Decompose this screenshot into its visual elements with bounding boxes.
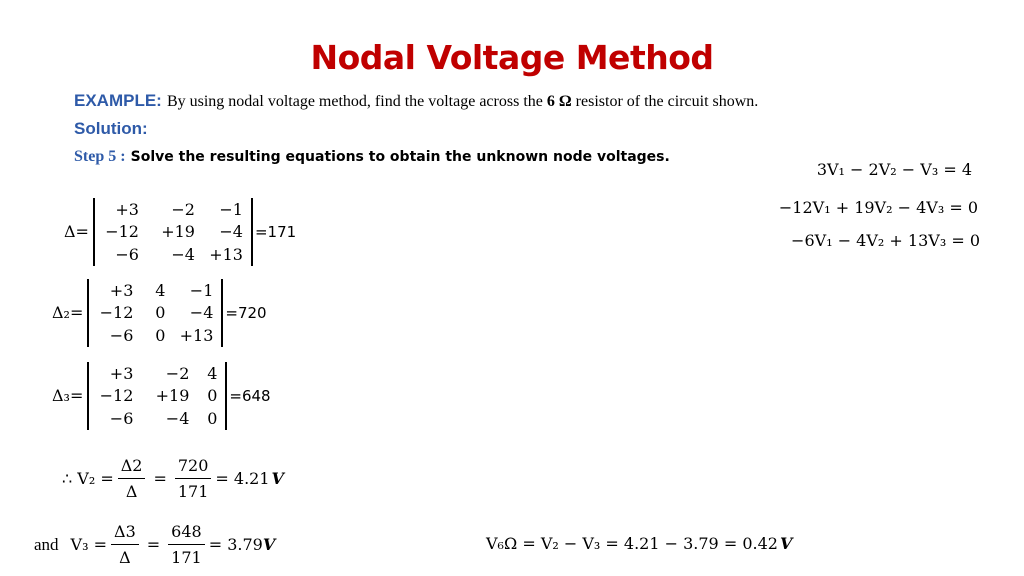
fraction-denominator: Δ — [119, 548, 131, 567]
fraction-denominator: 171 — [171, 548, 202, 567]
determinant-result: =171 — [254, 222, 297, 241]
v3-equation — [34, 522, 275, 567]
page-title: Nodal Voltage Method — [310, 38, 714, 77]
equals-sign: = — [153, 469, 167, 488]
example-label: EXAMPLE: — [74, 91, 162, 110]
matrix-cell: +13 — [179, 325, 214, 345]
matrix-cell: −12 — [99, 303, 134, 323]
fraction-numerator: Δ3 — [111, 522, 139, 545]
equation-1: 3V₁ − 2V₂ − V₃ = 4 — [816, 160, 972, 179]
matrix-cell: 4 — [207, 363, 218, 383]
v3-result: = 3.79 — [208, 535, 263, 554]
matrix-cell: 0 — [207, 408, 218, 428]
fraction-numerator: 720 — [175, 456, 212, 479]
fraction-numerator: Δ2 — [118, 456, 146, 479]
matrix-cell: −12 — [105, 222, 139, 242]
v6ohm-expression: V₆Ω = V₂ − V₃ = 4.21 − 3.79 = 0.42 — [486, 534, 778, 553]
matrix-cell: −4 — [219, 222, 243, 242]
example-resistor: 6 Ω — [546, 93, 572, 110]
matrix-cell: −4 — [189, 303, 214, 323]
matrix-cell: 0 — [155, 325, 166, 345]
fraction — [175, 456, 212, 501]
determinant-delta3 — [52, 362, 271, 430]
solution-label: Solution: — [74, 119, 148, 138]
example-line — [74, 91, 758, 111]
matrix-cell: −4 — [171, 244, 195, 264]
determinant-result: =720 — [225, 303, 267, 322]
matrix-cell: −4 — [165, 408, 190, 428]
determinant-label: Δ₂= — [52, 303, 84, 323]
matrix-cell: 0 — [207, 386, 218, 406]
matrix-cell: −12 — [99, 386, 134, 406]
matrix-cell: +3 — [109, 280, 134, 300]
equals-sign: = — [146, 535, 161, 554]
fraction — [111, 522, 139, 567]
matrix-cell: +3 — [115, 199, 139, 219]
and-text: and — [34, 534, 59, 554]
example-text-before: By using nodal voltage method, find the voltage across the — [166, 93, 547, 110]
fraction-denominator: Δ — [125, 482, 138, 501]
fraction-numerator: 648 — [168, 522, 205, 545]
determinant-label: Δ= — [64, 222, 89, 242]
matrix-cell: +13 — [209, 244, 243, 264]
step-text: Solve the resulting equations to obtain the unknown node voltages. — [130, 149, 670, 165]
v2-unit: V — [271, 469, 284, 488]
v2-prefix: ∴ V₂ = — [62, 469, 114, 488]
matrix-cell: −2 — [171, 199, 195, 219]
step-label: Step 5 : — [74, 148, 126, 165]
matrix-cell: +19 — [161, 222, 195, 242]
matrix-cell: +19 — [155, 386, 190, 406]
determinant-result: =648 — [229, 386, 271, 405]
matrix-cell: −2 — [165, 363, 190, 383]
matrix-cell: −1 — [219, 199, 243, 219]
matrix-cell: +3 — [109, 363, 134, 383]
fraction-denominator: 171 — [177, 482, 209, 501]
v6ohm-equation — [486, 534, 792, 553]
v3-unit: V — [262, 535, 276, 554]
matrix-cell: 0 — [155, 303, 166, 323]
v3-prefix: V₃ = — [70, 535, 108, 554]
equation-2: −12V₁ + 19V₂ − 4V₃ = 0 — [778, 198, 978, 217]
equation-3: −6V₁ − 4V₂ + 13V₃ = 0 — [791, 231, 980, 250]
v2-result: = 4.21 — [215, 469, 270, 488]
matrix-cell: 4 — [155, 280, 166, 300]
determinant-delta — [64, 198, 296, 266]
fraction — [118, 456, 146, 501]
matrix-cell: −6 — [115, 244, 139, 264]
determinant-label: Δ₃= — [52, 386, 84, 406]
matrix-cell: −6 — [109, 408, 134, 428]
matrix-cell: −1 — [189, 280, 214, 300]
determinant-delta2 — [52, 279, 267, 347]
fraction — [168, 522, 205, 567]
example-text-after: resistor of the circuit shown. — [571, 93, 759, 110]
v6ohm-unit: V — [779, 534, 793, 553]
step-line — [74, 146, 670, 166]
v2-equation — [62, 456, 284, 501]
determinant-matrix — [87, 362, 227, 430]
determinant-matrix — [87, 279, 223, 347]
determinant-matrix — [93, 198, 253, 266]
matrix-cell: −6 — [109, 325, 134, 345]
